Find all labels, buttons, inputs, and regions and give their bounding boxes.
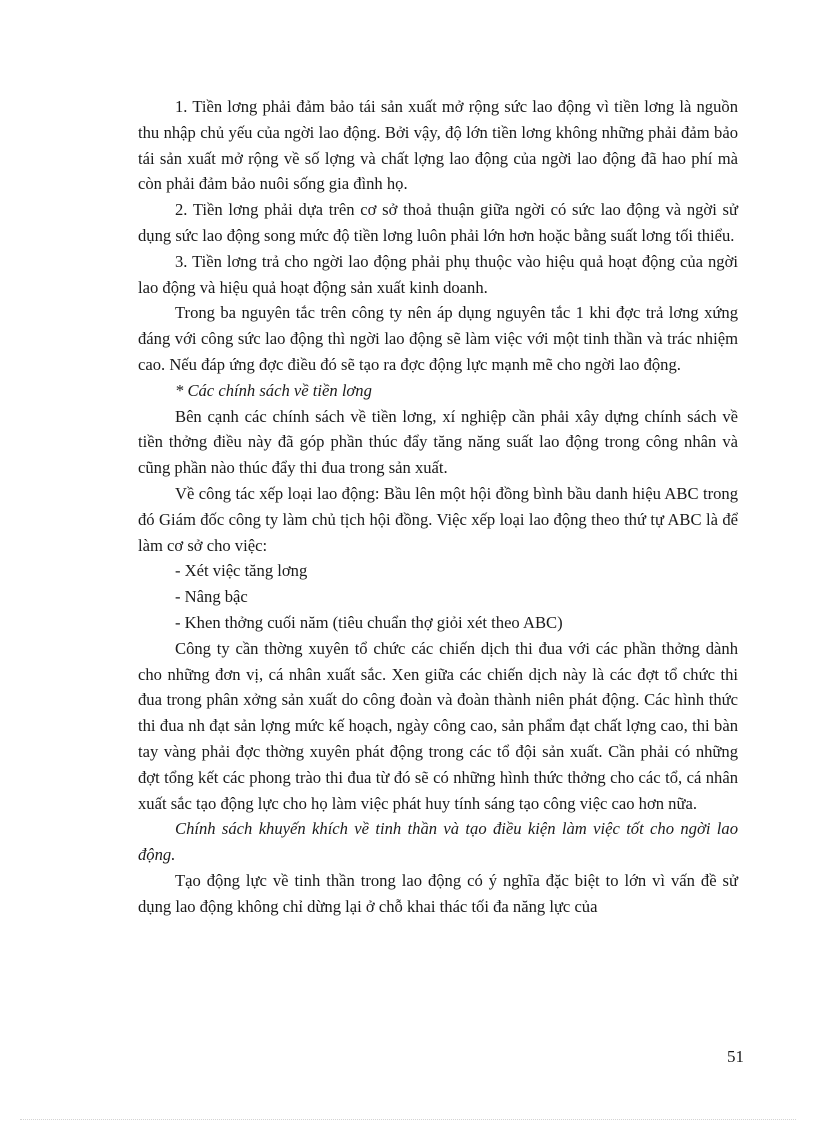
- section-heading-spiritual-incentive: Chính sách khuyến khích về tinh thần và tạo điều kiện làm việc tốt cho ngời lao động.: [138, 819, 738, 865]
- paragraph-principle-2: 2. Tiền lơng phải dựa trên cơ sở thoả thuận giữa ngời có sức lao động và ngời sử dụng sức lao động song mức độ tiền lơng luôn phải lớn hơn hoặc bằng suất lơng tối thiểu.: [138, 200, 738, 245]
- paragraph-principle-3: 3. Tiền lơng trả cho ngời lao động phải phụ thuộc vào hiệu quả hoạt động của ngời lao động và hiệu quả hoạt động sản xuất kinh doanh.: [138, 251, 738, 297]
- bottom-divider: [20, 1119, 796, 1120]
- paragraph-emulation-campaigns: Công ty cần thờng xuyên tổ chức các chiến dịch thi đua với các phần thởng dành cho những đơn vị, cá nhân xuất sắc. Xen giữa các chiến dịch này là các đợt tổ chức thi đua trong phân xởng sản xuất do công đoàn và đoàn thành niên phát động. Các hình thức thi đua nh đạt sản lợng mức kế hoạch, ngày công cao, sản phẩm đạt chất lợng cao, thi bàn tay vàng phải đợc thờng xuyên phát động trong các tổ đội sản xuất. Cần phải có những đợt tổng kết các phong trào thi đua từ đó sẽ có những hình thức thởng cho các tổ, cá nhân xuất sắc tạo động lực cho họ làm việc phát huy tính sáng tạo công việc cao hơn nữa.: [138, 638, 738, 813]
- paragraph-abc-classification: Về công tác xếp loại lao động: Bầu lên một hội đồng bình bầu danh hiệu ABC trong đó Giám đốc công ty làm chủ tịch hội đồng. Việc xếp loại lao động theo thứ tự ABC là để làm cơ sở cho việc:: [138, 483, 738, 555]
- list-item-salary-raise: - Xét việc tăng lơng: [175, 561, 308, 581]
- document-page: [138, 94, 738, 1094]
- list-item-year-end-reward: - Khen thởng cuối năm (tiêu chuẩn thợ giỏi xét theo ABC): [175, 612, 563, 632]
- page-number: 51: [727, 1047, 744, 1066]
- list-item-promotion: - Nâng bậc: [175, 587, 248, 607]
- paragraph-principle-1: 1. Tiền lơng phải đảm bảo tái sản xuất mở rộng sức lao động vì tiền lơng là nguồn thu nhập chủ yếu của ngời lao động. Bởi vậy, độ lớn tiền lơng không những phải đảm bảo tái sản xuất mở rộng về số lợng và chất lợng lao động của ngời lao động đã hao phí mà còn phải đảm bảo nuôi sống gia đình họ.: [138, 97, 738, 194]
- paragraph-bonus-policy: Bên cạnh các chính sách về tiền lơng, xí nghiệp cần phải xây dựng chính sách về tiền thởng điều này đã góp phần thúc đẩy tăng năng suất lao động trong công nhân và cũng phần nào thúc đẩy thi đua trong sản xuất.: [138, 406, 738, 478]
- section-heading-wage-policy: * Các chính sách về tiền lơng: [175, 380, 372, 400]
- paragraph-principle-choice: Trong ba nguyên tắc trên công ty nên áp dụng nguyên tắc 1 khi đợc trả lơng xứng đáng với công sức lao động thì ngời lao động sẽ làm việc với một tinh thần và trác nhiệm cao. Nếu đáp ứng đợc điều đó sẽ tạo ra đợc động lực mạnh mẽ cho ngời lao động.: [138, 303, 738, 374]
- paragraph-spiritual-motivation: Tạo động lực về tinh thần trong lao động có ý nghĩa đặc biệt to lớn vì vấn đề sử dụng lao động không chỉ dừng lại ở chỗ khai thác tối đa năng lực của: [138, 870, 738, 916]
